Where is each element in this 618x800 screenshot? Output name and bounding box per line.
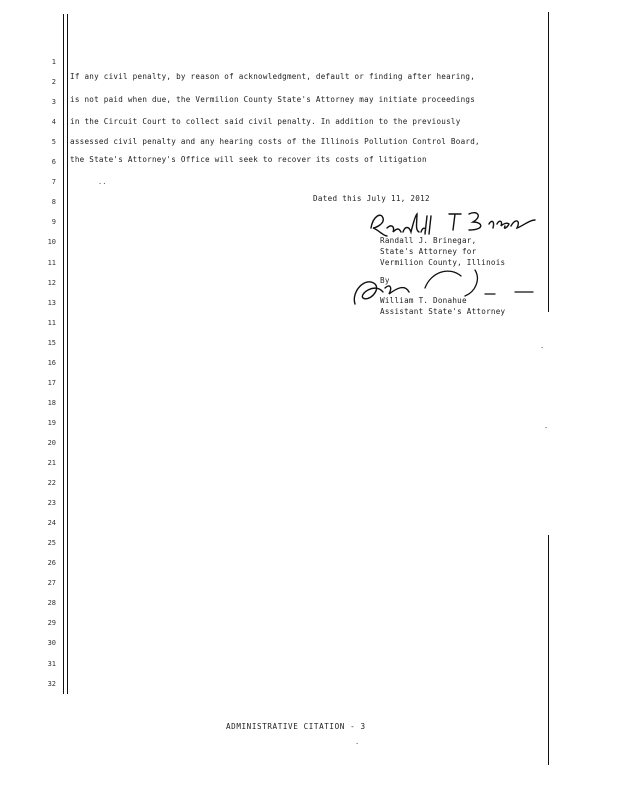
body-line: If any civil penalty, by reason of acknowledgment, default or finding after hearing, bbox=[70, 72, 476, 81]
line-number: 16 bbox=[47, 358, 56, 367]
line-number: 13 bbox=[47, 298, 56, 307]
line-number: 25 bbox=[47, 539, 56, 548]
line-number: 20 bbox=[47, 438, 56, 447]
stray-mark: . bbox=[355, 738, 360, 746]
line-number: 30 bbox=[47, 639, 56, 648]
line-number: 10 bbox=[47, 238, 56, 247]
line-number: 4 bbox=[51, 118, 56, 127]
body-line: the State's Attorney's Office will seek to recover its costs of litigation bbox=[70, 155, 427, 164]
line-number: 6 bbox=[51, 158, 56, 167]
line-number: 12 bbox=[47, 278, 56, 287]
body-line: is not paid when due, the Vermilion County State's Attorney may initiate proceedings bbox=[70, 95, 476, 104]
footer-title: ADMINISTRATIVE CITATION - 3 bbox=[226, 722, 366, 731]
line-number: 5 bbox=[51, 138, 56, 147]
line-number: 21 bbox=[47, 459, 56, 467]
right-margin-line bbox=[548, 535, 549, 765]
dated-line: Dated this July 11, 2012 bbox=[313, 194, 430, 203]
line-number: 9 bbox=[51, 218, 56, 227]
line-number: 8 bbox=[51, 198, 56, 207]
assistant-name: William T. Donahue bbox=[380, 296, 467, 305]
signer-county: Vermilion County, Illinois bbox=[380, 258, 506, 267]
line-number: 11 bbox=[47, 318, 56, 327]
body-line: in the Circuit Court to collect said civil penalty. In addition to the previously bbox=[70, 117, 461, 126]
line-number: 32 bbox=[47, 679, 56, 688]
line-number: 27 bbox=[47, 579, 56, 588]
line-number: 19 bbox=[47, 418, 56, 427]
line-number: 26 bbox=[47, 559, 56, 568]
line-number: 1 bbox=[51, 58, 56, 66]
line-number: 22 bbox=[47, 479, 56, 488]
left-margin-line-inner bbox=[67, 14, 68, 694]
line-number: 23 bbox=[47, 499, 56, 508]
right-margin-line bbox=[548, 12, 549, 312]
signer-name: Randall J. Brinegar, bbox=[380, 236, 477, 245]
line-number: 29 bbox=[47, 619, 56, 628]
line-number: 3 bbox=[51, 98, 56, 107]
stray-mark: . bbox=[540, 342, 545, 350]
body-line: assessed civil penalty and any hearing costs of the Illinois Pollution Control Board, bbox=[70, 137, 480, 146]
line-number: 17 bbox=[47, 378, 56, 387]
stray-mark: - bbox=[544, 424, 549, 432]
line-number: 11 bbox=[47, 258, 56, 267]
assistant-title: Assistant State's Attorney bbox=[380, 307, 506, 316]
by-label: By bbox=[380, 276, 390, 285]
line-number: 2 bbox=[51, 78, 56, 87]
line-number: 28 bbox=[47, 599, 56, 608]
line-number: 15 bbox=[47, 338, 56, 347]
line-number: 24 bbox=[47, 519, 56, 528]
left-margin-line-outer bbox=[63, 14, 64, 694]
line-number: 31 bbox=[47, 659, 56, 668]
line-number: 18 bbox=[47, 398, 56, 407]
signer-title: State's Attorney for bbox=[380, 247, 477, 256]
line-number: 7 bbox=[51, 178, 56, 187]
stray-mark: .. bbox=[98, 178, 107, 186]
